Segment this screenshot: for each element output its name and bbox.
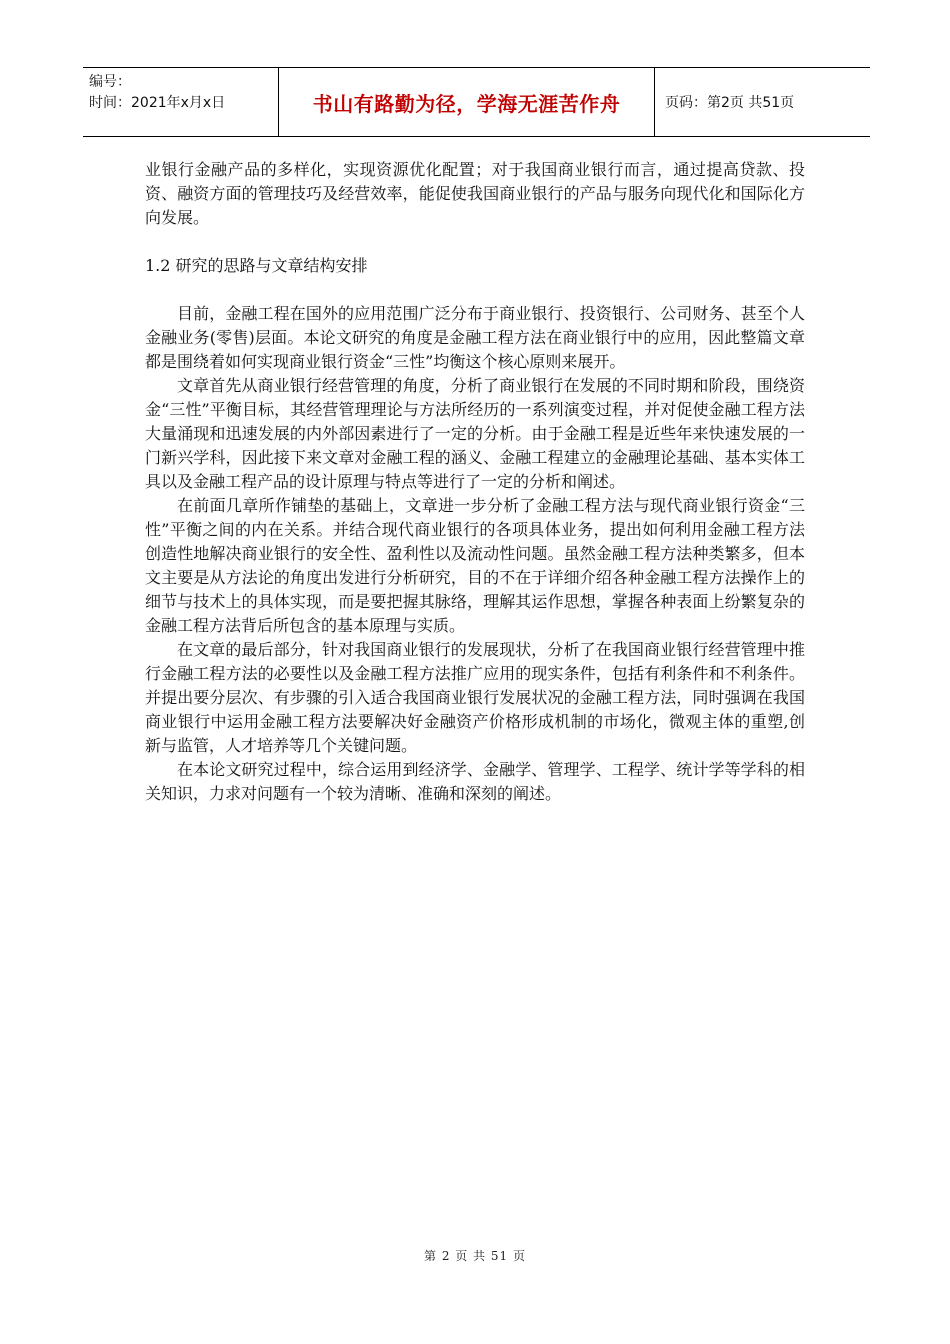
body-paragraph: 在本论文研究过程中，综合运用到经济学、金融学、管理学、工程学、统计学等学科的相关知识，力求对问题有一个较为清晰、准确和深刻的阐述。 bbox=[145, 760, 805, 803]
header-meta bbox=[83, 68, 279, 136]
document-date: 时间：2021年x月x日 bbox=[89, 95, 226, 111]
continued-paragraph: 业银行金融产品的多样化，实现资源优化配置；对于我国商业银行而言，通过提高贷款、投资、融资方面的管理技巧及经营效率，能促使我国商业银行的产品与服务向现代化和国际化方向发展。 bbox=[145, 160, 805, 227]
page-header bbox=[83, 67, 870, 137]
body-paragraph: 在前面几章所作铺垫的基础上，文章进一步分析了金融工程方法与现代商业银行资金“三性”平衡之间的内在关系。并结合现代商业银行的各项具体业务，提出如何利用金融工程方法创造性地解决商业银行的安全性、盈利性以及流动性问题。虽然金融工程方法种类繁多，但本文主要是从方法论的角度出发进行分析研究，目的不在于详细介绍各种金融工程方法操作上的细节与技术上的具体实现，而是要把握其脉络，理解其运作思想，掌握各种表面上纷繁复杂的金融工程方法背后所包含的基本原理与实质。 bbox=[145, 496, 805, 635]
document-number-label: 编号： bbox=[89, 74, 131, 90]
body-paragraph: 目前，金融工程在国外的应用范围广泛分布于商业银行、投资银行、公司财务、甚至个人金融业务(零售)层面。本论文研究的角度是金融工程方法在商业银行中的应用，因此整篇文章都是围绕着如何实现商业银行资金“三性”均衡这个核心原则来展开。 bbox=[145, 304, 805, 371]
header-page-info: 页码：第2页 共51页 bbox=[665, 95, 795, 111]
page-footer: 第 2 页 共 51 页 bbox=[424, 1249, 526, 1263]
document-body bbox=[145, 158, 805, 806]
section-heading: 1.2 研究的思路与文章结构安排 bbox=[145, 256, 368, 275]
header-motto: 书山有路勤为径，学海无涯苦作舟 bbox=[279, 68, 655, 136]
body-paragraph: 在文章的最后部分，针对我国商业银行的发展现状，分析了在我国商业银行经营管理中推行金融工程方法的必要性以及金融工程方法推广应用的现实条件，包括有利条件和不利条件。并提出要分层次、有步骤的引入适合我国商业银行发展状况的金融工程方法，同时强调在我国商业银行中运用金融工程方法要解决好金融资产价格形成机制的市场化，微观主体的重塑,创新与监管，人才培养等几个关键问题。 bbox=[145, 640, 805, 755]
body-paragraph: 文章首先从商业银行经营管理的角度，分析了商业银行在发展的不同时期和阶段，围绕资金“三性”平衡目标，其经营管理理论与方法所经历的一系列演变过程，并对促使金融工程方法大量涌现和迅速发展的内外部因素进行了一定的分析。由于金融工程是近些年来快速发展的一门新兴学科，因此接下来文章对金融工程的涵义、金融工程建立的金融理论基础、基本实体工具以及金融工程产品的设计原理与特点等进行了一定的分析和阐述。 bbox=[145, 376, 805, 491]
